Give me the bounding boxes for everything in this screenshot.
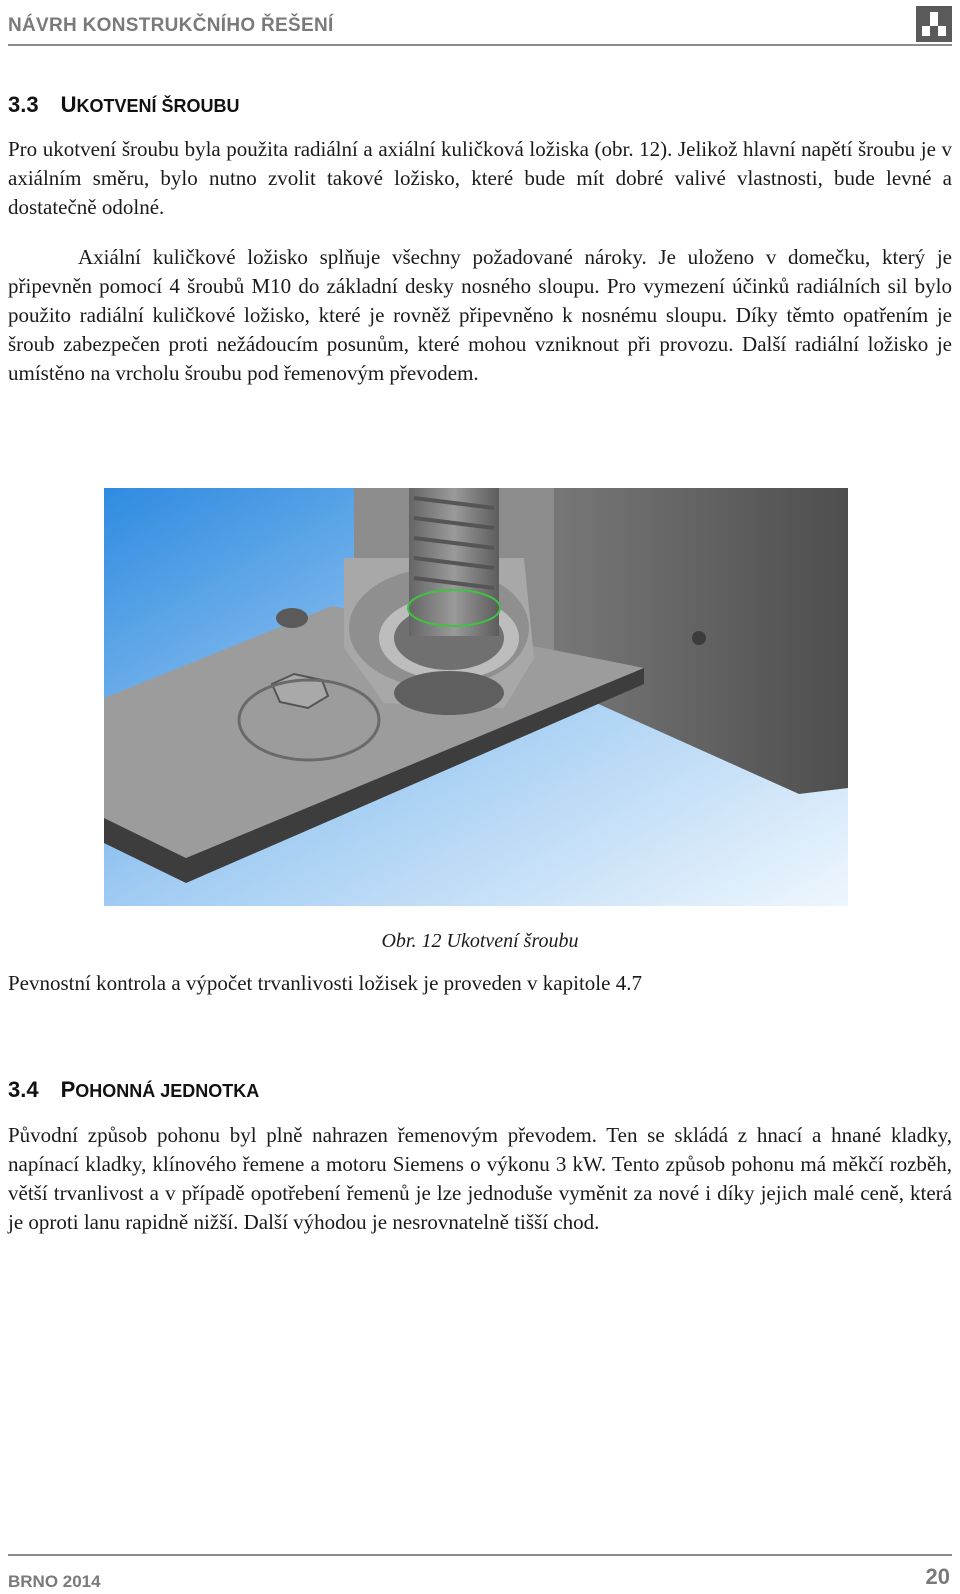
paragraph-anchoring-intro: Pro ukotvení šroubu byla použita radiální a axiální kuličková ložiska (obr. 12). Jelikož hlavní napětí šroubu je v axiálním směru, bylo nutno zvolit takové ložisko, které bude mít dobré valivé vlastnosti, bude levné a dostatečně odolné. bbox=[8, 137, 952, 219]
paragraph-axial-bearing bbox=[8, 243, 952, 388]
page-header bbox=[8, 12, 952, 46]
section-title-rest: OHONNÁ JEDNOTKA bbox=[75, 1081, 260, 1101]
footer-rule bbox=[8, 1554, 952, 1556]
section-title-initial: U bbox=[60, 92, 77, 117]
paragraph-strength-check: Pevnostní kontrola a výpočet trvanlivosti ložisek je proveden v kapitole 4.7 bbox=[8, 971, 642, 995]
paragraph-axial-bearing-text: Axiální kuličkové ložisko splňuje všechny požadované nároky. Je uloženo v domečku, který je připevněn pomocí 4 šroubů M10 do základní desky nosného sloupu. Pro vymezení účinků radiálních sil bylo použito radiální kuličkové ložisko, které je rovněž připevněno k nosnému sloupu. Díky těmto opatřením je šroub zabezpečen proti nežádoucím posunům, které mohou vzniknout při provozu. Další radiální ložisko je umístěno na vrcholu šroubu pod řemenovým převodem. bbox=[8, 245, 952, 385]
footer-location-year: BRNO 2014 bbox=[8, 1572, 101, 1591]
header-title: NÁVRH KONSTRUKČNÍHO ŘEŠENÍ bbox=[8, 15, 334, 36]
section-title-rest: KOTVENÍ ŠROUBU bbox=[76, 96, 240, 116]
section-title-initial: P bbox=[60, 1077, 76, 1102]
section-number: 3.3 bbox=[8, 92, 39, 117]
institution-logo-icon bbox=[916, 6, 952, 42]
paragraph-drive-unit: Původní způsob pohonu byl plně nahrazen řemenovým převodem. Ten se skládá z hnací a hnané kladky, napínací kladky, klínového řemene a motoru Siemens o výkonu 3 kW. Tento způsob pohonu má měkčí rozběh, větší trvanlivost a v případě opotřebení řemenů je lze jednoduše vyměnit za nové i díky jejich malé ceně, která je oproti lanu rapidně nižší. Další výhodou je nesrovnatelně tišší chod. bbox=[8, 1123, 952, 1234]
screw-anchoring-3d-figure bbox=[104, 488, 848, 906]
section-number: 3.4 bbox=[8, 1077, 39, 1102]
section-heading-3-3 bbox=[8, 92, 240, 118]
figure-caption: Obr. 12 Ukotvení šroubu bbox=[381, 930, 579, 952]
section-heading-3-4 bbox=[8, 1077, 259, 1103]
page-number: 20 bbox=[925, 1564, 950, 1589]
